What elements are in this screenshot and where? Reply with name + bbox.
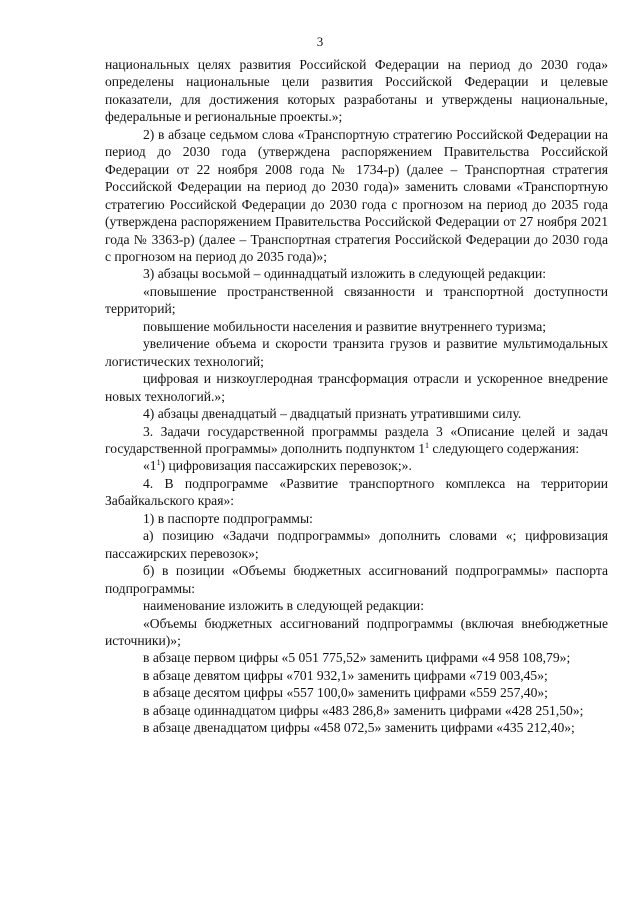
page-number: 3 — [316, 34, 324, 49]
paragraph-20: в абзаце одиннадцатом цифры «483 286,8» заменить цифрами «428 251,50»; — [143, 702, 584, 718]
paragraph-14: б) в позиции «Объемы бюджетных ассигнований подпрограммы» паспорта подпрограммы: — [105, 563, 608, 596]
paragraph-18: в абзаце девятом цифры «701 932,1» заменить цифрами «719 003,45»; — [143, 667, 548, 683]
paragraph-2: 2) в абзаце седьмом слова «Транспортную стратегию Российской Федерации на период до 2030 года (утверждена распоряжением Правительства Российской Федерации от 22 ноября 2008 года № 1734-р) (далее – Транспортная стратегия Российской Федерации на период до 2030 года)» заменить словами «Транспортную стратегию Российской Федерации до 2030 года с прогнозом на период до 2035 года (утверждена распоряжением Правительства Российской Федерации от 27 ноября 2021 года № 3363-р) (далее – Транспортная стратегия Российской Федерации до 2030 года с прогнозом на период до 2035 года)»; — [105, 126, 608, 264]
paragraph-5: повышение мобильности населения и развитие внутреннего туризма; — [143, 318, 547, 334]
paragraph-10: «$1^1$) цифровизация пассажирских перевозок;». — [143, 458, 412, 474]
paragraph-4: «повышение пространственной связанности и транспортной доступности территорий; — [105, 283, 608, 317]
paragraph-8: 4) абзацы двенадцатый – двадцатый признать утратившими силу. — [143, 406, 522, 422]
paragraph-3: 3) абзацы восьмой – одиннадцатый изложить в следующей редакции: — [143, 266, 547, 282]
superscript: 1 — [425, 440, 430, 450]
paragraph-21: в абзаце двенадцатом цифры «458 072,5» заменить цифрами «435 212,40»; — [143, 720, 575, 736]
paragraph-6: увеличение объема и скорости транзита грузов и развитие мультимодальных логистических технологий; — [105, 336, 608, 369]
paragraph-1: национальных целях развития Российской Федерации на период до 2030 года» определены национальные цели развития Российской Федерации и целевые показатели, для достижения которых разработаны и утверждены национальные, федеральные и региональные проекты.»; — [105, 57, 608, 125]
paragraph-12: 1) в паспорте подпрограммы: — [143, 510, 313, 526]
paragraph-17: в абзаце первом цифры «5 051 775,52» заменить цифрами «4 958 108,79»; — [143, 650, 571, 666]
superscript: 1 — [156, 458, 161, 468]
document-body — [105, 56, 608, 737]
paragraph-7: цифровая и низкоуглеродная трансформация отрасли и ускоренное внедрение новых технологий.»; — [105, 371, 608, 404]
paragraph-11: 4. В подпрограмме «Развитие транспортного комплекса на территории Забайкальского края»: — [105, 475, 608, 509]
paragraph-15: наименование изложить в следующей редакции: — [143, 598, 424, 614]
paragraph-9: 3. Задачи государственной программы раздела 3 «Описание целей и задач государственной программы» дополнить подпунктом $1^1$ следующего содержания: — [105, 423, 608, 456]
paragraph-19: в абзаце десятом цифры «557 100,0» заменить цифрами «559 257,40»; — [143, 685, 548, 701]
paragraph-13: а) позицию «Задачи подпрограммы» дополнить словами «; цифровизация пассажирских перевозок»; — [105, 528, 608, 561]
paragraph-16: «Объемы бюджетных ассигнований подпрограммы (включая внебюджетные источники)»; — [105, 615, 608, 648]
